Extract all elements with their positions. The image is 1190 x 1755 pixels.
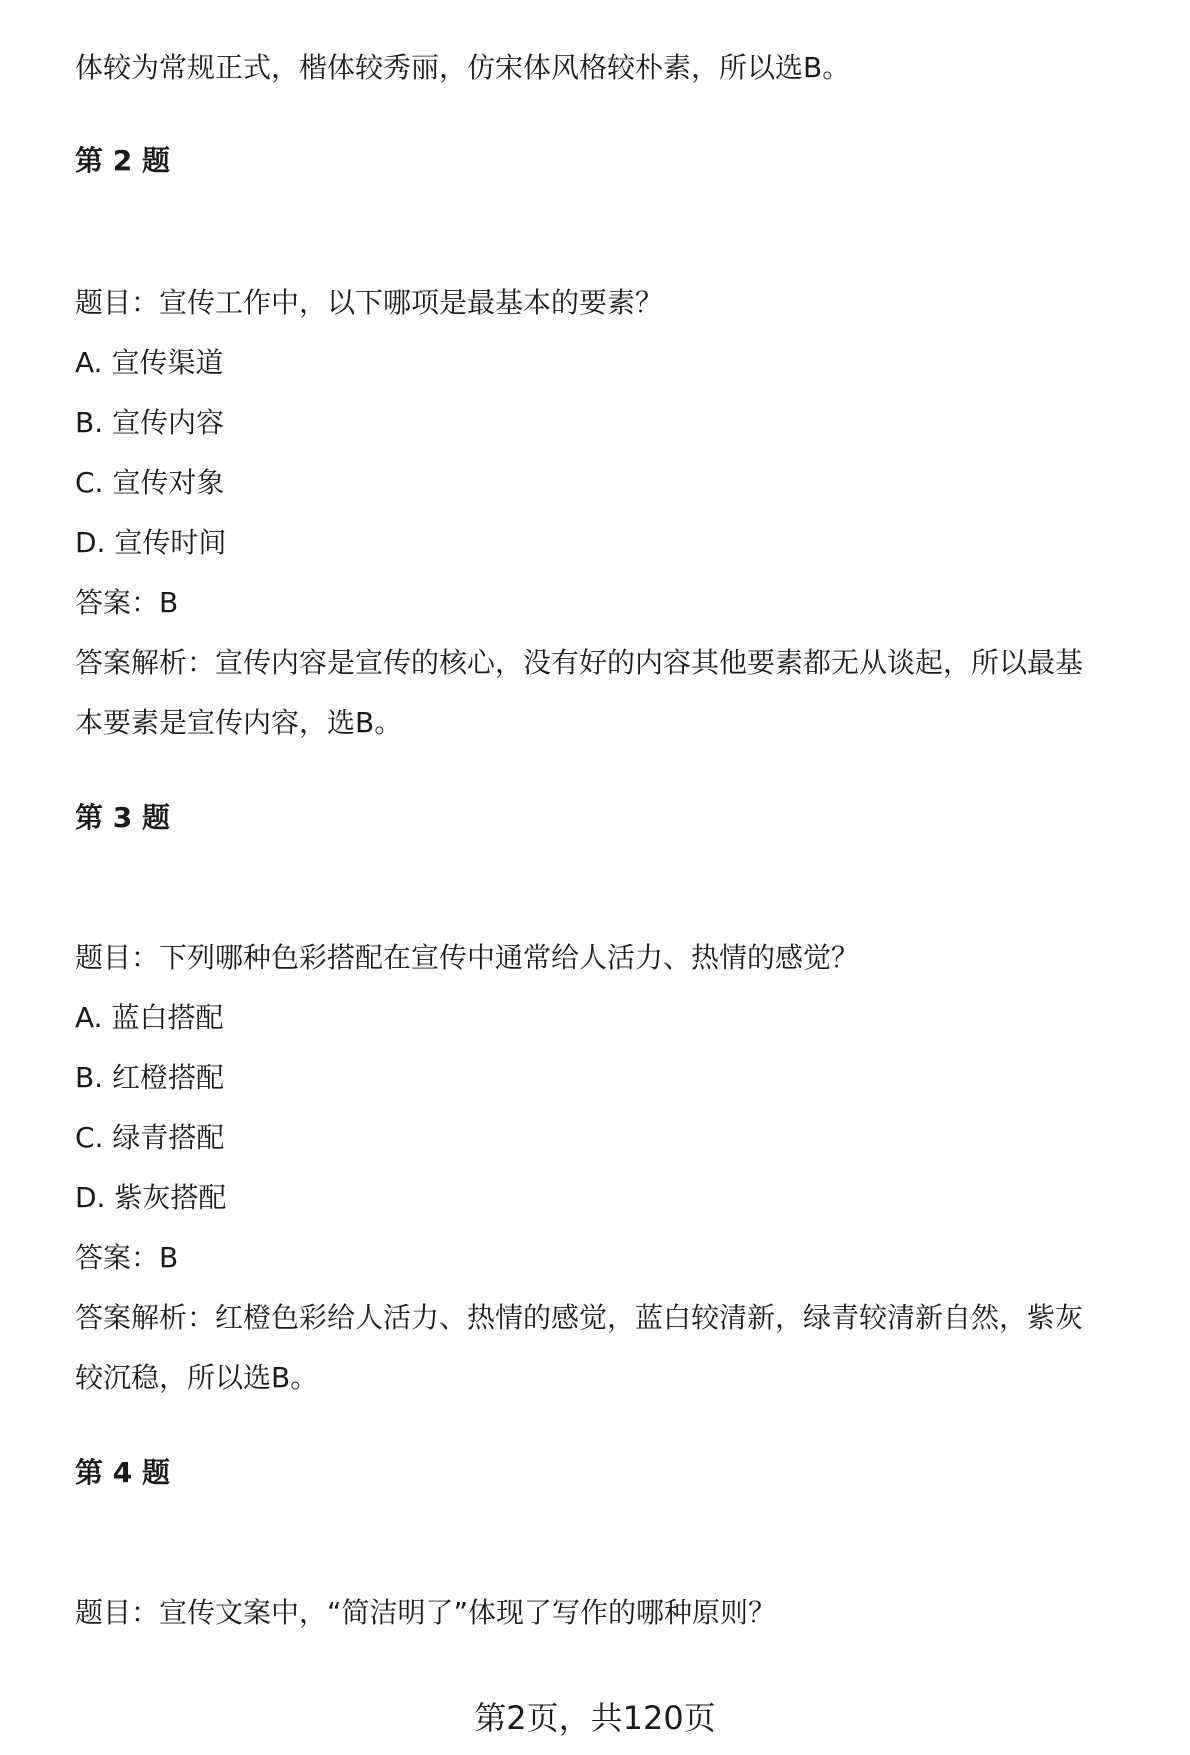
- analysis-line: 答案解析：红橙色彩给人活力、热情的感觉，蓝白较清新，绿青较清新自然，紫灰: [75, 1301, 1084, 1334]
- option-b: B. 宣传内容: [75, 406, 225, 439]
- analysis-line: 答案解析：宣传内容是宣传的核心，没有好的内容其他要素都无从谈起，所以最基: [75, 646, 1084, 679]
- option-d: D. 紫灰搭配: [75, 1181, 227, 1214]
- option-d: D. 宣传时间: [75, 526, 227, 559]
- question-stem: 题目：宣传文案中，“简洁明了”体现了写作的哪种原则？: [75, 1596, 777, 1629]
- answer: 答案：B: [75, 1241, 179, 1274]
- question-heading: 第 2 题: [75, 144, 170, 177]
- analysis-line: 较沉稳，所以选B。: [75, 1361, 319, 1394]
- option-c: C. 绿青搭配: [75, 1121, 225, 1154]
- question-stem: 题目：宣传工作中，以下哪项是最基本的要素？: [75, 286, 664, 319]
- option-a: A. 蓝白搭配: [75, 1001, 224, 1034]
- page-number-footer: 第2页，共120页: [474, 1699, 716, 1737]
- answer: 答案：B: [75, 586, 179, 619]
- question-heading: 第 4 题: [75, 1456, 170, 1489]
- option-b: B. 红橙搭配: [75, 1061, 225, 1094]
- option-a: A. 宣传渠道: [75, 346, 224, 379]
- question-stem: 题目：下列哪种色彩搭配在宣传中通常给人活力、热情的感觉？: [75, 941, 860, 974]
- analysis-line: 本要素是宣传内容，选B。: [75, 706, 403, 739]
- option-c: C. 宣传对象: [75, 466, 225, 499]
- question-heading: 第 3 题: [75, 801, 170, 834]
- intro-text: 体较为常规正式，楷体较秀丽，仿宋体风格较朴素，所以选B。: [75, 51, 851, 84]
